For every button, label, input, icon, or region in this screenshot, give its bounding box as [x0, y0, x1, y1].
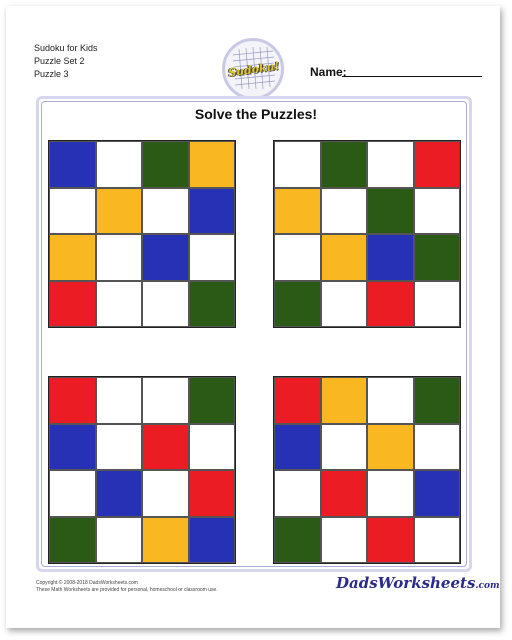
name-field-line[interactable]: [342, 76, 482, 77]
puzzle-cell[interactable]: [414, 424, 461, 471]
puzzle-cell: [367, 281, 414, 328]
puzzle-cell: [414, 470, 461, 517]
puzzle-cell: [142, 424, 189, 471]
puzzle-cell[interactable]: [96, 141, 143, 188]
puzzle-cell[interactable]: [274, 470, 321, 517]
puzzle-cell[interactable]: [367, 470, 414, 517]
puzzle-cell[interactable]: [49, 188, 96, 235]
puzzle-cell[interactable]: [96, 377, 143, 424]
puzzle-cell[interactable]: [189, 424, 236, 471]
puzzle-cell: [142, 234, 189, 281]
copyright-text: Copyright © 2008-2018 DadsWorksheets.com: [36, 580, 138, 586]
puzzle-grid-3: [48, 376, 236, 564]
puzzle-grid-4: [273, 376, 461, 564]
puzzle-cell: [96, 470, 143, 517]
puzzle-cell: [96, 188, 143, 235]
footer-notice: [36, 580, 218, 594]
puzzle-cell[interactable]: [142, 377, 189, 424]
puzzle-cell[interactable]: [49, 470, 96, 517]
brand-tld: .com: [475, 581, 500, 591]
puzzle-cell: [142, 141, 189, 188]
puzzle-cell[interactable]: [321, 517, 368, 564]
puzzle-cell[interactable]: [367, 141, 414, 188]
puzzle-cell[interactable]: [414, 517, 461, 564]
puzzle-cell: [142, 517, 189, 564]
puzzle-cell: [274, 517, 321, 564]
puzzle-cell[interactable]: [274, 141, 321, 188]
puzzle-cell[interactable]: [96, 517, 143, 564]
puzzle-cell: [414, 234, 461, 281]
puzzle-cell: [49, 141, 96, 188]
puzzle-cell[interactable]: [367, 377, 414, 424]
puzzle-cell[interactable]: [189, 234, 236, 281]
header-line-puzzle: Puzzle 3: [34, 69, 69, 79]
puzzle-cell: [414, 141, 461, 188]
puzzle-cell: [367, 188, 414, 235]
puzzle-cell: [49, 424, 96, 471]
puzzle-cell: [189, 517, 236, 564]
puzzle-cell: [321, 377, 368, 424]
puzzle-cell[interactable]: [96, 234, 143, 281]
puzzle-cell: [189, 188, 236, 235]
puzzle-cell: [321, 141, 368, 188]
puzzle-cell: [367, 424, 414, 471]
puzzle-grid-2: [273, 140, 461, 328]
brand-name: DadsWorksheets: [336, 574, 476, 592]
puzzle-cell[interactable]: [321, 188, 368, 235]
puzzle-cell: [49, 281, 96, 328]
puzzle-cell[interactable]: [96, 281, 143, 328]
puzzle-cell: [189, 470, 236, 517]
usage-notice: These Math Worksheets are provided for personal, homeschool or classroom use.: [36, 587, 218, 593]
puzzle-cell: [414, 377, 461, 424]
sudoku-logo: [222, 38, 284, 100]
puzzle-cell: [49, 517, 96, 564]
puzzle-cell[interactable]: [142, 188, 189, 235]
header-line-set: Puzzle Set 2: [34, 56, 85, 66]
puzzle-cell: [49, 234, 96, 281]
puzzle-cell: [274, 188, 321, 235]
puzzle-cell[interactable]: [274, 234, 321, 281]
puzzle-cell: [274, 424, 321, 471]
brand-logo[interactable]: [336, 574, 500, 592]
puzzle-cell: [189, 281, 236, 328]
puzzle-cell: [189, 141, 236, 188]
puzzle-cell[interactable]: [142, 470, 189, 517]
puzzle-cell[interactable]: [142, 281, 189, 328]
puzzle-cell: [321, 234, 368, 281]
puzzle-cell[interactable]: [414, 188, 461, 235]
puzzle-grid-1: [48, 140, 236, 328]
worksheet-header-info: [34, 42, 98, 81]
puzzle-cell: [367, 234, 414, 281]
puzzle-cell: [274, 377, 321, 424]
puzzle-cell: [189, 377, 236, 424]
logo-text: Sudoku!: [227, 59, 281, 80]
name-label: Name:: [310, 65, 347, 79]
puzzle-cell[interactable]: [414, 281, 461, 328]
header-line-title: Sudoku for Kids: [34, 43, 98, 53]
puzzle-cell: [274, 281, 321, 328]
puzzle-cell: [49, 377, 96, 424]
puzzle-cell: [321, 470, 368, 517]
puzzle-cell[interactable]: [321, 281, 368, 328]
puzzle-cell[interactable]: [96, 424, 143, 471]
puzzle-cell: [367, 517, 414, 564]
puzzle-cell[interactable]: [321, 424, 368, 471]
page-title: Solve the Puzzles!: [194, 106, 318, 122]
